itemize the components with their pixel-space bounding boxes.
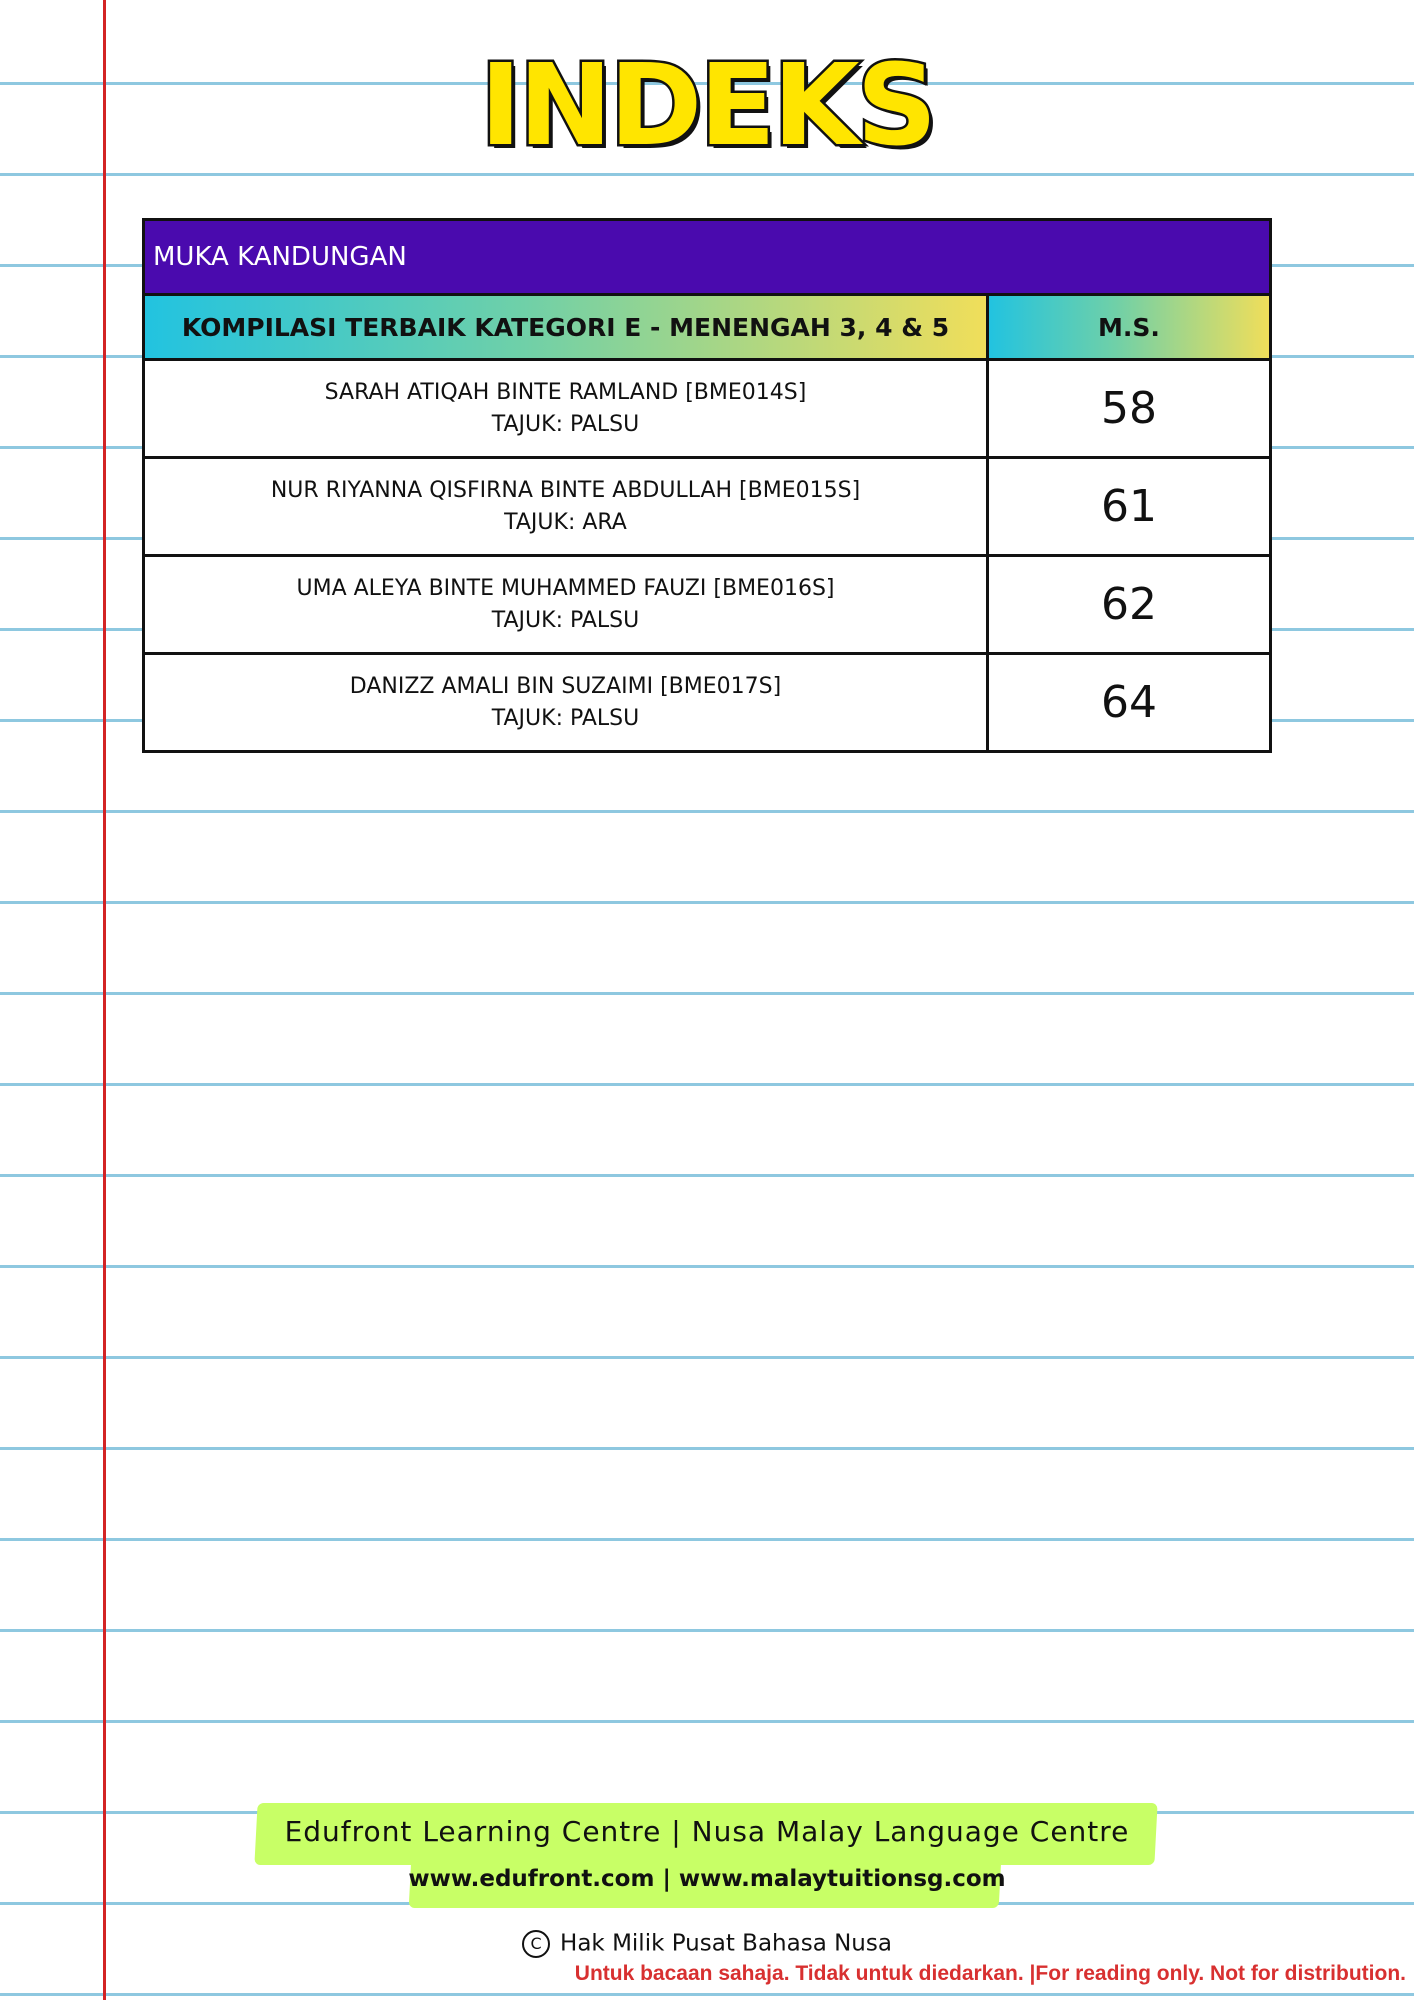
footer-websites: www.edufront.com | www.malaytuitionsg.com [408,1866,1006,1892]
page-column-header: M.S. [989,296,1269,358]
entry-topic: TAJUK: PALSU [491,607,640,633]
entry-page-number: 64 [1101,677,1157,728]
entry-name: UMA ALEYA BINTE MUHAMMED FAUZI [BME016S] [296,575,835,601]
table-row [145,557,1269,655]
entry-page-number: 62 [1101,579,1157,630]
entry-cell [145,655,989,750]
table-header-row [145,296,1269,361]
entry-page-number: 61 [1101,481,1157,532]
entry-cell [145,361,989,456]
table-row [145,361,1269,459]
entry-topic: TAJUK: PALSU [491,411,640,437]
copyright-icon: C [522,1930,550,1958]
table-row [145,655,1269,750]
page-title: INDEKS [479,41,935,171]
copyright-line [0,1930,1414,1958]
entry-name: NUR RIYANNA QISFIRNA BINTE ABDULLAH [BME015S] [270,477,861,503]
section-title: MUKA KANDUNGAN [153,242,407,272]
section-header [145,221,1269,296]
entry-name: SARAH ATIQAH BINTE RAMLAND [BME014S] [324,379,807,405]
distribution-notice: Untuk bacaan sahaja. Tidak untuk diedarkan. |For reading only. Not for distribution. [574,1962,1406,1985]
entry-page-number: 58 [1101,383,1157,434]
entry-cell [145,459,989,554]
footer-centres: Edufront Learning Centre | Nusa Malay Language Centre [284,1815,1130,1848]
entry-topic: TAJUK: ARA [504,509,627,535]
category-header: KOMPILASI TERBAIK KATEGORI E - MENENGAH 3, 4 & 5 [145,296,989,358]
index-table [142,218,1272,753]
copyright-text: Hak Milik Pusat Bahasa Nusa [560,1930,892,1957]
entry-topic: TAJUK: PALSU [491,705,640,731]
notebook-margin-line [103,0,106,2000]
entry-name: DANIZZ AMALI BIN SUZAIMI [BME017S] [349,673,782,699]
table-row [145,459,1269,557]
entry-cell [145,557,989,652]
